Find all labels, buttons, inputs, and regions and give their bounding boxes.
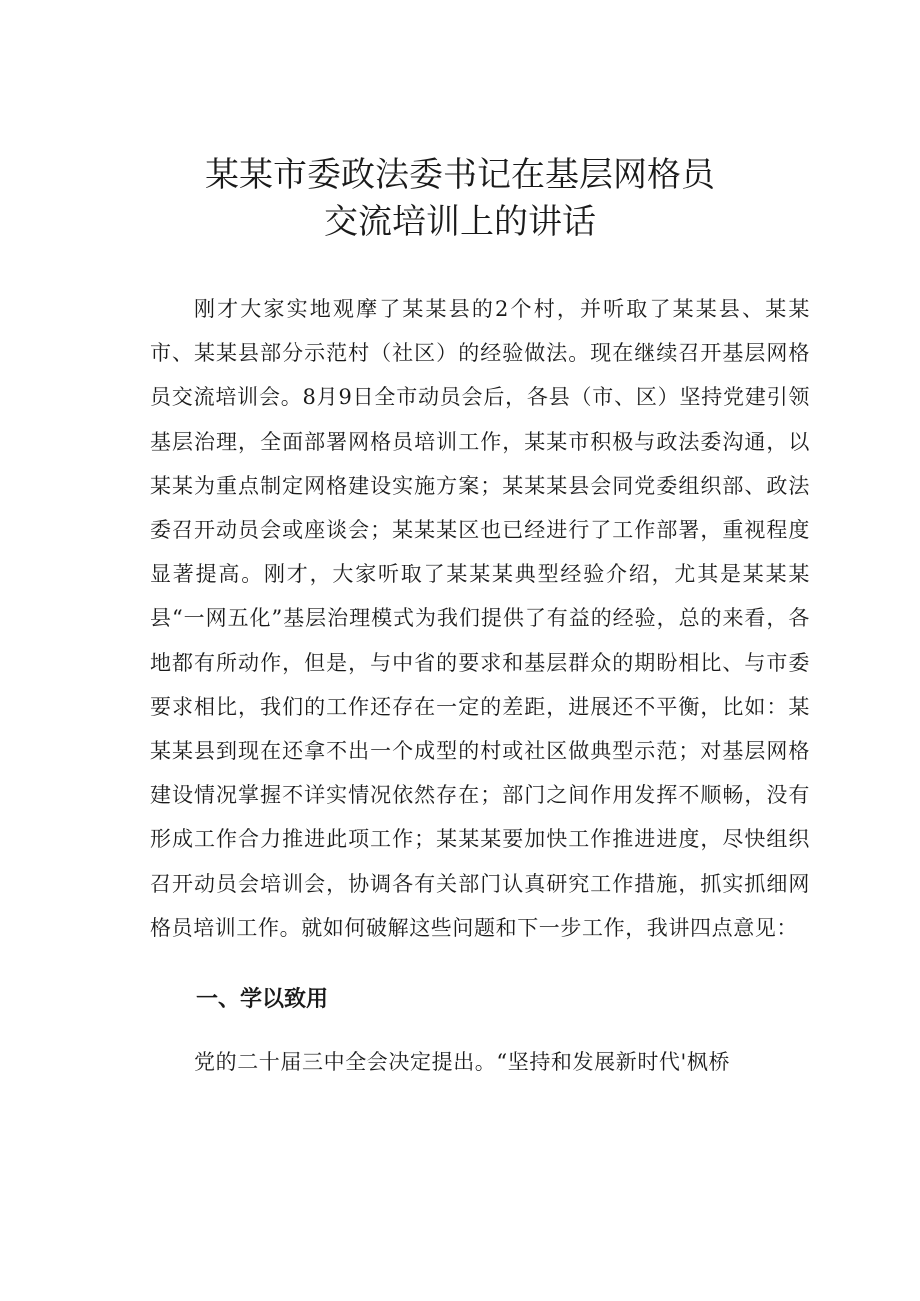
body-paragraph-1: 刚才大家实地观摩了某某县的2个村，并听取了某某县、某某市、某某县部分示范村（社区）的经验做法。现在继续召开基层网格员交流培训会。8月9日全市动员会后，各县（市、区）坚持党建引领基层治理，全面部署网格员培训工作，某某市积极与政法委沟通，以某某为重点制定网格建设实施方案；某某某县会同党委组织部、政法委召开动员会或座谈会；某某某区也已经进行了工作部署，重视程度显著提高。刚才，大家听取了某某某典型经验介绍，尤其是某某某县“一网五化”基层治理模式为我们提供了有益的经验，总的来看，各地都有所动作，但是，与中省的要求和基层群众的期盼相比、与市委要求相比，我们的工作还存在一定的差距，进展还不平衡，比如：某某某县到现在还拿不出一个成型的村或社区做典型示范；对基层网格建设情况掌握不详实情况依然存在；部门之间作用发挥不顺畅，没有形成工作合力推进此项工作；某某某要加快工作推进进度，尽快组织召开动员会培训会，协调各有关部门认真研究工作措施，抓实抓细网格员培训工作。就如何破解这些问题和下一步工作，我讲四点意见： bbox=[150, 297, 810, 940]
title-line-2: 交流培训上的讲话 bbox=[324, 202, 596, 242]
section-heading-1: 一、学以致用 bbox=[196, 987, 329, 1012]
document-title bbox=[0, 152, 920, 246]
title-line-1: 某某市委政法委书记在基层网格员 bbox=[205, 155, 715, 195]
body-paragraph-2: 党的二十届三中全会决定提出。“坚持和发展新时代'枫桥 bbox=[194, 1050, 731, 1074]
